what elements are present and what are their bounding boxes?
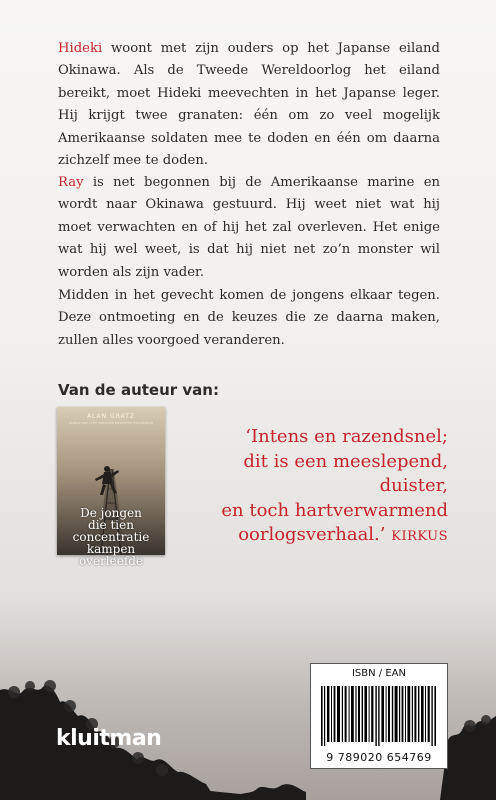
character-name-ray: Ray — [58, 175, 84, 190]
blurb-paragraph-3 — [58, 285, 440, 352]
blurb-paragraph-2-text: is net begonnen bij de Amerikaanse marine en wordt naar Okinawa gestuurd. Hij weet niet wat hij moet verwachten en of hij het zal overleven. Het enige wat hij wel weet, is dat hij niet net zo’n monster wil worden als zijn vader. — [58, 175, 440, 280]
author-section-heading: Van de auteur van: — [58, 381, 219, 399]
quote-line: en toch hartverwarmend — [221, 499, 448, 521]
quote-last-text: oorlogsverhaal.’ — [238, 524, 386, 545]
book-tagline: Auteur van internationale bestseller Vluchteling — [69, 421, 153, 425]
quote-line: ‘Intens en razendsnel; — [245, 426, 448, 447]
review-quote — [188, 425, 448, 550]
quote-line: dit is een meeslepend, duister, — [243, 450, 448, 496]
barcode-label: ISBN / EAN — [351, 668, 406, 679]
book-title-line: De jongen — [80, 506, 142, 520]
publisher-logo: kluitman — [56, 726, 162, 751]
character-name-hideki: Hideki — [58, 41, 103, 56]
barcode-bars — [321, 686, 437, 746]
quote-source: KIRKUS — [391, 529, 448, 544]
book-title-line: kampen — [86, 542, 136, 556]
book-title — [57, 507, 165, 567]
isbn-barcode — [310, 663, 448, 769]
blurb-paragraph-3-text: Midden in het gevecht komen de jongens elkaar tegen. Deze ontmoeting en de keuzes die ze daarna maken, zullen alles voorgoed veranderen. — [58, 288, 440, 348]
book-title-line: concentratie — [72, 530, 150, 544]
quote-line-last — [188, 523, 448, 550]
blurb-paragraph-1-text: woont met zijn ouders op het Japanse eiland Okinawa. Als de Tweede Wereldoorlog het eiland bereikt, moet Hideki meevechten in het Japanse leger. Hij krijgt twee granaten: één om zo veel mogelijk Amerikaanse soldaten mee te doden en één om daarna zichzelf mee te doden. — [58, 41, 440, 169]
book-author: ALAN GRATZ — [86, 413, 136, 420]
book-title-line: overleefde — [78, 554, 144, 568]
isbn-number: 9 789020 654769 — [326, 751, 432, 764]
blurb-paragraph-2 — [58, 172, 440, 284]
other-book-cover — [57, 407, 165, 568]
book-title-line: die tien — [88, 518, 134, 532]
blurb-paragraph-1 — [58, 38, 440, 172]
